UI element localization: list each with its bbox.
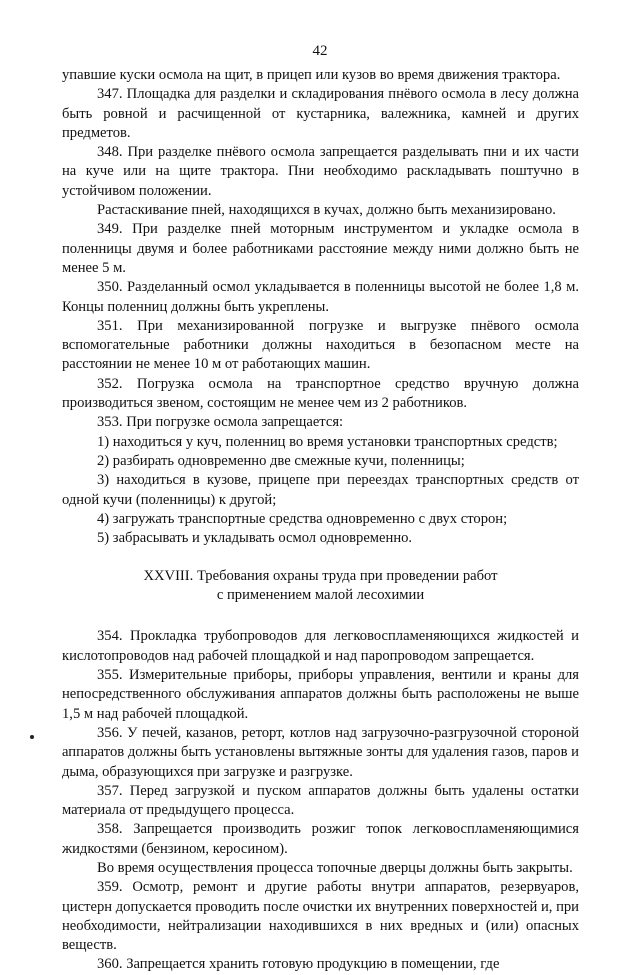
paragraph: 352. Погрузка осмола на транспортное средство вручную должна производиться звеном, состоящим не менее чем из 2 работников. [62,375,579,412]
paragraph: 351. При механизированной погрузке и выгрузке пнёвого осмола вспомогательные работники должны находиться в безопасном месте на расстоянии не менее 10 м от работающих машин. [62,317,579,373]
paragraph: 348. При разделке пнёвого осмола запрещается разделывать пни и их части на куче или на щите трактора. Пни необходимо раскладывать поштучно в устойчивом положении. [62,144,579,199]
paragraph: 360. Запрещается хранить готовую продукцию в помещении, где [97,956,500,973]
section-heading-line-1: XXVIII. Требования охраны труда при проведении работ [143,568,498,585]
paragraph: 2) разбирать одновременно две смежные кучи, поленницы; [97,452,465,469]
section-heading [62,567,579,605]
paragraph: 3) находиться в кузове, прицепе при переездах транспортных средств от одной кучи (поленницы) к другой; [62,472,579,508]
scan-speck [30,735,34,739]
paragraph: 354. Прокладка трубопроводов для легковоспламеняющихся жидкостей и кислотопроводов над рабочей площадкой и над паропроводом запрещается. [62,628,579,664]
paragraph: 4) загружать транспортные средства одновременно с двух сторон; [97,510,508,527]
page-number: 42 [312,43,328,59]
paragraphs-after-heading [62,627,579,974]
paragraph: 353. При погрузке осмола запрещается: [97,414,344,431]
paragraph: 350. Разделанный осмол укладывается в поленницы высотой не более 1,8 м. Концы поленниц должны быть укреплены. [62,279,579,315]
paragraph: 347. Площадка для разделки и складирования пнёвого осмола в лесу должна быть ровной и расчищенной от кустарника, валежника, камней и других предметов. [62,86,579,141]
paragraph: 5) забрасывать и укладывать осмол одновременно. [97,530,413,547]
paragraph: 355. Измерительные приборы, приборы управления, вентили и краны для непосредственного обслуживания аппаратов должны быть расположены не выше 1,5 м над рабочей площадкой. [62,667,579,722]
paragraph: Во время осуществления процесса топочные дверцы должны быть закрыты. [97,859,573,876]
paragraph: 349. При разделке пней моторным инструментом и укладке осмола в поленницы двумя и более работниками расстояние между ними должно быть не менее 5 м. [62,221,579,276]
paragraphs-before-heading [62,66,579,548]
paragraph: 359. Осмотр, ремонт и другие работы внутри аппаратов, резервуаров, цистерн допускается проводить после очистки их внутренних поверхностей и, при необходимости, нейтрализации находившихся в них вредных и (или) опасных веществ. [62,879,579,954]
section-heading-line-2: с применением малой лесохимии [216,587,425,604]
paragraph: 357. Перед загрузкой и пуском аппаратов должны быть удалены остатки материала от предыдущего процесса. [62,782,579,819]
document-body [62,66,579,975]
paragraph: упавшие куски осмола на щит, в прицеп или кузов во время движения трактора. [62,67,561,83]
paragraph: Растаскивание пней, находящихся в кучах, должно быть механизировано. [97,202,556,219]
paragraph: 358. Запрещается производить розжиг топок легковоспламеняющимися жидкостями (бензином, керосином). [62,821,579,857]
paragraph: 356. У печей, казанов, реторт, котлов над загрузочно-разгрузочной стороной аппаратов должны быть установлены вытяжные зонты для удаления газов, паров и дыма, образующихся при загрузке и разгрузке. [62,724,579,780]
paragraph: 1) находиться у куч, поленниц во время установки транспортных средств; [97,433,558,450]
